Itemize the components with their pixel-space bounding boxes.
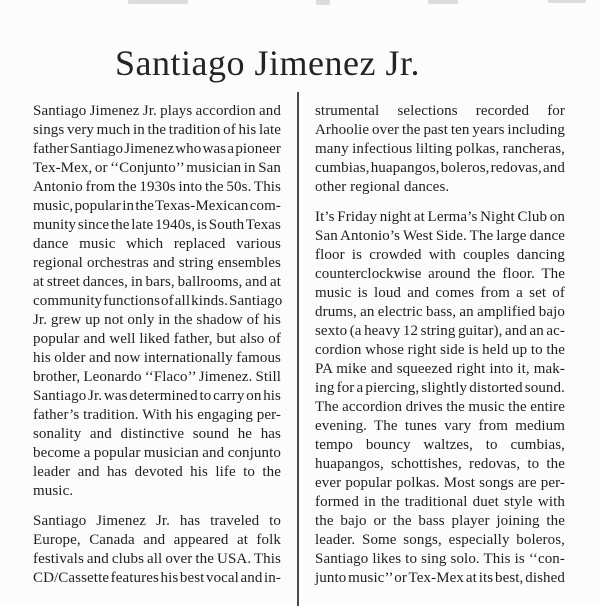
text-line: many infectious lilting polkas, rancheras, — [315, 141, 565, 157]
paragraph — [33, 102, 281, 501]
text-line: CD/Cassette features his best vocal and in- — [33, 570, 281, 586]
text-line: Santiago Jimenez Jr. has traveled to — [33, 513, 281, 529]
text-line: PA mike and squeezed right into it, mak- — [315, 361, 565, 377]
text-line: cumbias, huapangos, boleros, redovas, and — [315, 160, 565, 176]
text-line: tempo bouncy waltzes, to cumbias, — [315, 437, 565, 453]
text-line: It’s Friday night at Lerma’s Night Club on — [315, 209, 565, 225]
scan-artifact-mark — [316, 0, 330, 5]
text-line: counterclockwise around the floor. The — [315, 266, 565, 282]
text-line: the bajo or the bass player joining the — [315, 513, 565, 529]
text-line: San Antonio’s West Side. The large dance — [315, 228, 565, 244]
text-line: regional orchestras and string ensembles — [33, 255, 281, 271]
text-line: Antonio from the 1930s into the 50s. This — [33, 179, 281, 195]
text-line: community functions of all kinds. Santiago — [33, 293, 283, 309]
text-line: Jr. grew up not only in the shadow of his — [33, 312, 281, 328]
text-line: drums, an electric bass, an amplified bajo — [315, 304, 565, 320]
text-line: Santiago likes to sing solo. This is ‘‘con- — [315, 551, 565, 567]
text-line: Europe, Canada and appeared at folk — [33, 532, 281, 548]
text-line: evening. The tunes vary from medium — [315, 418, 565, 434]
text-line: cordion whose right side is held up to the — [315, 342, 565, 358]
text-line: leader. Some songs, especially boleros, — [315, 532, 565, 548]
text-line: dance music which replaced various — [33, 236, 281, 252]
text-line: Arhoolie over the past ten years including — [315, 122, 565, 138]
scan-artifact-mark — [548, 0, 586, 3]
text-line: music is loud and comes from a set of — [315, 285, 565, 301]
text-line: ing for a piercing, slightly distorted sound. — [315, 380, 565, 396]
text-line: floor is crowded with couples dancing — [315, 247, 565, 263]
text-line: father Santiago Jimenez who was a pioneer — [33, 141, 281, 157]
column-divider — [297, 92, 299, 606]
text-line: popular and well liked father, but also of — [33, 331, 281, 347]
scan-artifact-mark — [428, 0, 458, 4]
text-line: munity since the late 1940s, is South Texas — [33, 217, 281, 233]
text-line: formed in the traditional duet style with — [315, 494, 565, 510]
text-line: other regional dances. — [315, 179, 450, 195]
text-line: at street dances, in bars, ballrooms, and at — [33, 274, 281, 290]
text-line: Santiago Jr. was determined to carry on his — [33, 388, 281, 404]
text-line: Tex-Mex, or ‘‘Conjunto’’ musician in San — [33, 160, 281, 176]
text-line: The accordion drives the music the entire — [315, 399, 565, 415]
scan-artifact-mark — [128, 0, 188, 4]
text-line: festivals and clubs all over the USA. This — [33, 551, 281, 567]
paragraph — [33, 512, 281, 588]
text-line: music, popular in the Texas-Mexican com- — [33, 198, 281, 214]
column-left — [33, 102, 281, 599]
text-line: his older and now internationally famous — [33, 350, 281, 366]
text-line: Santiago Jimenez Jr. plays accordion and — [33, 103, 281, 119]
text-line: huapangos, schottishes, redovas, to the — [315, 456, 565, 472]
paragraph — [315, 102, 565, 197]
text-line: leader and has devoted his life to the — [33, 464, 281, 480]
text-line: father’s tradition. With his engaging per- — [33, 407, 281, 423]
text-line: junto music’’ or Tex-Mex at its best, dished — [315, 570, 565, 586]
text-line: music. — [33, 483, 74, 499]
text-line: become a popular musician and conjunto — [33, 445, 281, 461]
text-line: ever popular polkas. Most songs are per- — [315, 475, 565, 491]
text-line: brother, Leonardo ‘‘Flaco’’ Jimenez. Still — [33, 369, 281, 385]
page-title: Santiago Jimenez Jr. — [115, 43, 420, 83]
text-line: sonality and distinctive sound he has — [33, 426, 281, 442]
paragraph — [315, 208, 565, 588]
text-line: strumental selections recorded for — [315, 103, 565, 119]
column-right — [315, 102, 565, 599]
text-line: sings very much in the tradition of his late — [33, 122, 281, 138]
text-line: sexto (a heavy 12 string guitar), and an ac- — [315, 323, 565, 339]
